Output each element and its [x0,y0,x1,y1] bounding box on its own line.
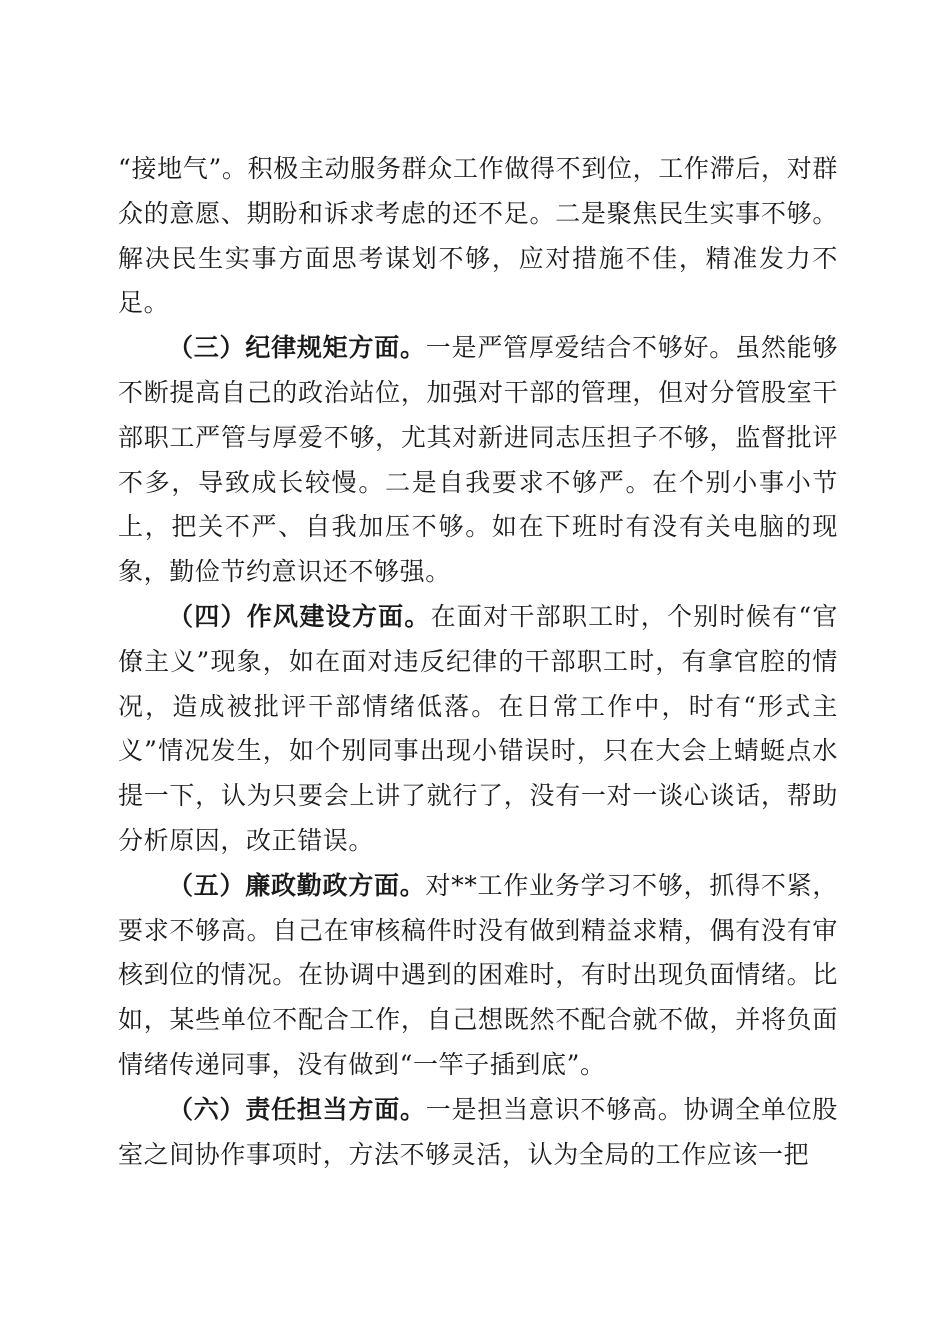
paragraph-text: “接地气”。积极主动服务群众工作做得不到位，工作滞后，对群众的意愿、期盼和诉求考虑的还不足。二是聚焦民生实事不够。解决民生实事方面思考谋划不够，应对措施不佳，精准发力不足。 [118,154,838,318]
section-heading-responsibility: （六）责任担当方面。 [168,1094,426,1124]
document-body [118,147,838,1177]
section-heading-work-style: （四）作风建设方面。 [168,601,431,631]
section-heading-discipline: （三）纪律规矩方面。 [168,333,426,363]
paragraph-work-style [118,595,838,864]
paragraph-integrity [118,864,838,1088]
paragraph-continuation [118,147,838,326]
paragraph-text: 对**工作业务学习不够，抓得不紧，要求不够高。自己在审核稿件时没有做到精益求精，偶有没有审核到位的情况。在协调中遇到的困难时，有时出现负面情绪。比如，某些单位不配合工作，自己想既然不配合就不做，并将负面情绪传递同事，没有做到“一竿子插到底”。 [118,870,838,1079]
paragraph-text: 在面对干部职工时，个别时候有“官僚主义”现象，如在面对违反纪律的干部职工时，有拿官腔的情况，造成被批评干部情绪低落。在日常工作中，时有“形式主义”情况发生，如个别同事出现小错误时，只在大会上蜻蜓点水提一下，认为只要会上讲了就行了，没有一对一谈心谈话，帮助分析原因，改正错误。 [118,601,838,855]
paragraph-discipline [118,326,838,595]
paragraph-text: 一是严管厚爱结合不够好。虽然能够不断提高自己的政治站位，加强对干部的管理，但对分管股室干部职工严管与厚爱不够，尤其对新进同志压担子不够，监督批评不多，导致成长较慢。二是自我要求不够严。在个别小事小节上，把关不严、自我加压不够。如在下班时有没有关电脑的现象，勤俭节约意识还不够强。 [118,333,838,587]
paragraph-responsibility [118,1088,838,1178]
section-heading-integrity: （五）廉政勤政方面。 [168,870,426,900]
paragraph-text: 一是担当意识不够高。协调全单位股室之间协作事项时，方法不够灵活，认为全局的工作应该一把 [118,1094,838,1169]
